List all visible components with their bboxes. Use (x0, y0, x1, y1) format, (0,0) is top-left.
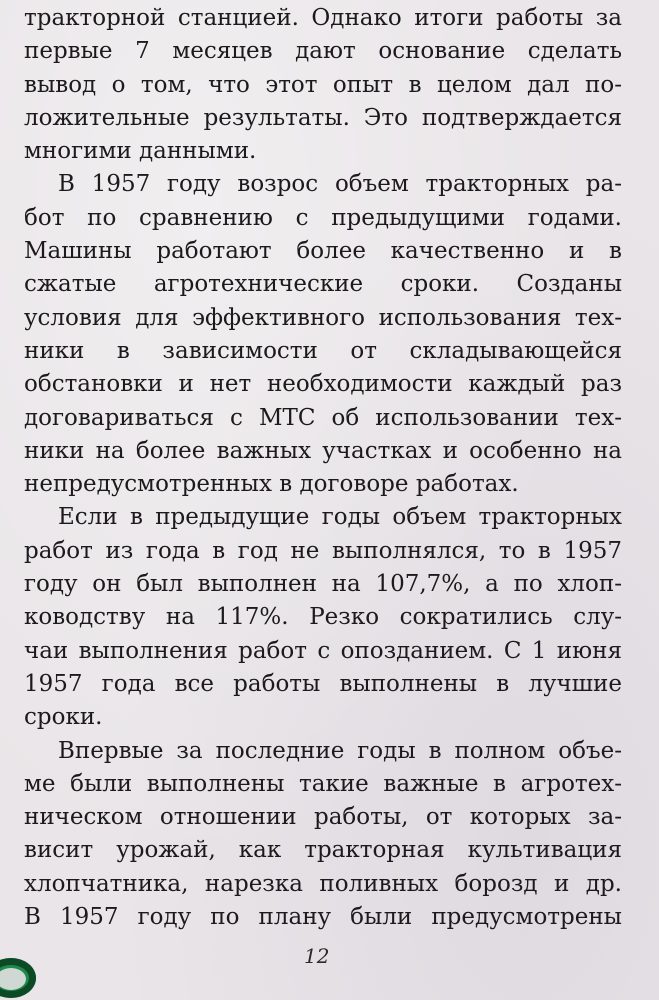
text-line: В 1957 году возрос объем тракторных ра- (58, 171, 622, 198)
text-line: чаи выполнения работ с опозданием. С 1 июня (24, 637, 622, 664)
text-line: Машины работают более качественно и в (24, 238, 622, 265)
text-line: хлопчатника, нарезка поливных борозд и др. (24, 870, 622, 897)
text-line: непредусмотренных в договоре работах. (24, 471, 519, 498)
text-line: ме были выполнены такие важные в агротех- (24, 770, 622, 797)
text-line: ложительные результаты. Это подтверждается (24, 104, 622, 131)
text-line: Впервые за последние годы в полном объе- (58, 737, 622, 764)
text-line: ководству на 117%. Резко сократились слу- (24, 604, 622, 631)
text-line: многими данными. (24, 138, 257, 165)
text-line: договариваться с МТС об использовании тех- (24, 404, 622, 431)
text-line: обстановки и нет необходимости каждый раз (24, 371, 622, 398)
text-line: ники на более важных участках и особенно на (24, 437, 622, 464)
text-line: бот по сравнению с предыдущими годами. (24, 204, 622, 231)
text-line: вывод о том, что этот опыт в целом дал по- (24, 71, 622, 98)
text-line: году он был выполнен на 107,7%, а по хлоп- (24, 571, 622, 598)
text-line: сжатые агротехнические сроки. Созданы (24, 271, 622, 298)
text-line: ники в зависимости от складывающейся (24, 337, 622, 364)
text-line: условия для эффективного использования тех- (24, 304, 622, 331)
page-number: 12 (304, 944, 330, 968)
text-line: Если в предыдущие годы объем тракторных (58, 504, 622, 531)
text-line: В 1957 году по плану были предусмотрены (24, 904, 622, 931)
text-line: тракторной станцией. Однако итоги работы за (24, 5, 622, 31)
page-text (24, 2, 622, 934)
text-line: ническом отношении работы, от которых за- (24, 804, 622, 831)
text-line: 1957 года все работы выполнены в лучшие (24, 670, 622, 697)
text-line: сроки. (24, 704, 103, 731)
text-line: работ из года в год не выполнялся, то в 1957 (24, 537, 622, 564)
text-line: первые 7 месяцев дают основание сделать (24, 38, 622, 65)
text-line: висит урожай, как тракторная культивация (24, 837, 622, 864)
